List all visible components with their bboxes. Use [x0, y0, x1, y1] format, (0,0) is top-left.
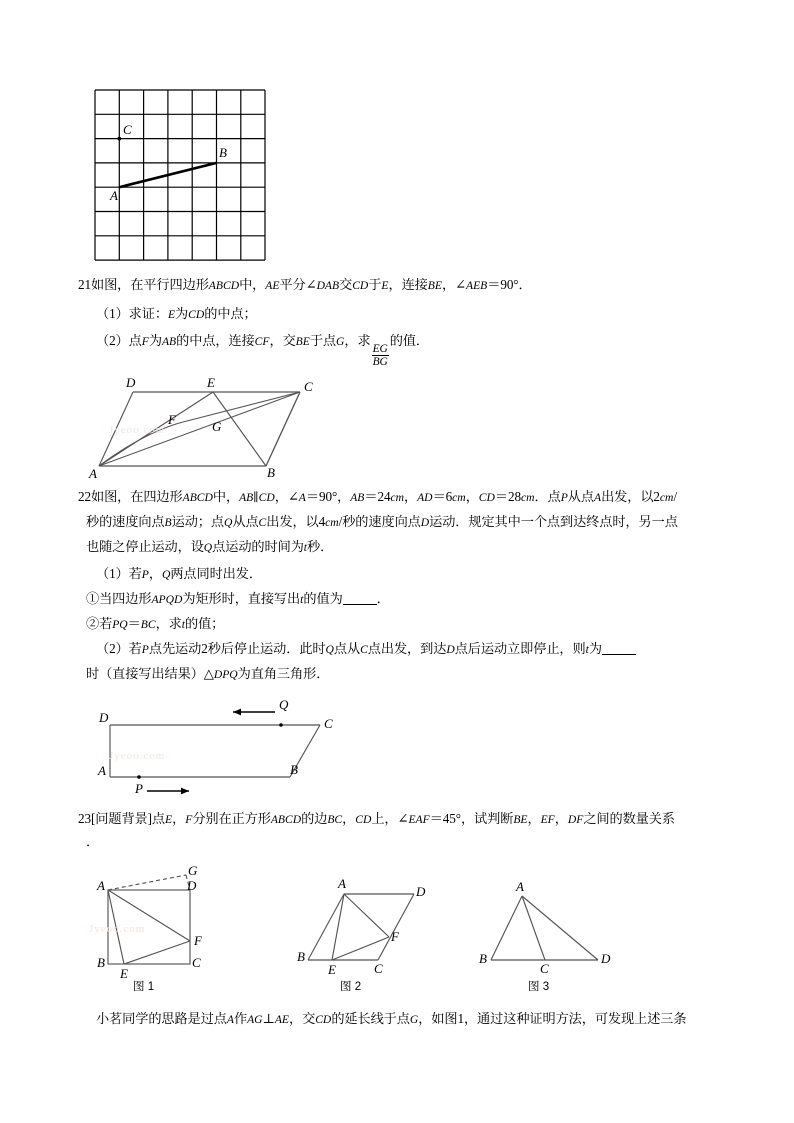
- answer-blank-1[interactable]: [343, 604, 377, 605]
- f3-label-C: C: [540, 961, 549, 976]
- q22-stem-line3: 也随之停止运动，设Q点运动的时间为t秒．: [86, 539, 334, 554]
- triangle-figure-3: [456, 866, 636, 994]
- q23-stem: 23[问题背景]点E，F分别在正方形ABCD的边BC，CD上，∠EAF＝45°，试判断BE，EF，DF之间的数量关系: [78, 811, 675, 826]
- trap-label-Q: Q: [279, 697, 289, 712]
- f2-label-D: D: [416, 884, 426, 899]
- parallelogram-figure: [85, 374, 385, 479]
- watermark: Jyeoo.com: [109, 424, 166, 436]
- f2-label-E: E: [328, 962, 336, 977]
- trapezoid-figure: [85, 695, 385, 795]
- f1-label-D: D: [187, 878, 197, 893]
- trap-label-P: P: [135, 781, 143, 795]
- q22-part1: （1）若P，Q两点同时出发．: [96, 566, 262, 581]
- par-label-G: G: [212, 419, 222, 434]
- par-label-B: B: [267, 465, 275, 479]
- q22-stem-line2: 秒的速度向点B运动；点Q从点C出发，以4cm/秒的速度向点D运动．规定其中一个点到达终点时，另一点: [86, 514, 678, 529]
- q22-part2: （2）若P点先运动2秒后停止运动．此时Q点从C点出发，到达D点后运动立即停止，则t为: [78, 636, 756, 662]
- q22-part1-i: ①当四边形APQD为矩形时，直接写出t的值为 ．: [86, 591, 390, 606]
- f1-label-F: F: [194, 933, 202, 948]
- par-label-D: D: [126, 375, 136, 390]
- f1-label-E: E: [120, 966, 128, 981]
- f1-label-G: G: [188, 866, 198, 878]
- f2-label-F: F: [391, 929, 399, 944]
- f2-label-A: A: [338, 876, 346, 891]
- q22-part1-ii: ②若PQ＝BC，求t的值；: [86, 616, 225, 631]
- q23-stem-line2: ．: [86, 834, 100, 849]
- f1-caption: 图 1: [133, 981, 155, 993]
- q21-number: 21: [78, 277, 91, 292]
- q23-footer: 小茗同学的思路是过点A作AG⊥AE，交CD的延长线于点G，如图1，通过这种证明方法，可发现上述三条: [96, 1011, 687, 1026]
- q22-part2-line2: 时（直接写出结果）△DPQ为直角三角形．: [86, 666, 330, 681]
- f3-label-A: A: [516, 879, 524, 894]
- grid-label-C: C: [123, 122, 132, 137]
- par-label-E: E: [207, 375, 215, 390]
- answer-blank-2[interactable]: [602, 654, 636, 655]
- grid-label-B: B: [219, 145, 227, 160]
- fraction-eg-bg: $\frac{EG}{BG}$: [372, 343, 388, 369]
- grid-label-A: A: [110, 188, 118, 203]
- grid-figure: [93, 88, 268, 264]
- f2-caption: 图 2: [340, 981, 362, 993]
- watermark: Jyeoo.com: [109, 750, 166, 762]
- par-label-A: A: [89, 466, 97, 479]
- trap-label-B: B: [290, 762, 298, 777]
- f1-label-B: B: [97, 955, 105, 970]
- trap-label-C: C: [324, 716, 333, 731]
- q22-stem: 22如图，在四边形ABCD中，AB∥CD，∠A＝90°，AB＝24cm，AD＝6cm，CD＝28cm．点P从点A出发，以2cm/: [78, 489, 678, 504]
- f3-caption: 图 3: [528, 981, 550, 993]
- f1-label-C: C: [192, 955, 201, 970]
- par-label-C: C: [304, 379, 313, 394]
- f3-label-B: B: [479, 951, 487, 966]
- f2-label-B: B: [297, 949, 305, 964]
- f2-label-C: C: [374, 961, 383, 976]
- q22-number: 22: [78, 489, 91, 504]
- f3-label-D: D: [601, 951, 611, 966]
- square-figure-1: [86, 866, 286, 994]
- trap-label-D: D: [99, 710, 109, 725]
- trap-label-A: A: [98, 763, 106, 778]
- q21-stem: 21如图，在平行四边形ABCD中，AE平分∠DAB交CD于E，连接BE，∠AEB＝90°．: [78, 277, 532, 292]
- watermark: Jyeoo.com: [89, 923, 146, 935]
- q21-part1: （1）求证：E为CD的中点；: [96, 306, 257, 321]
- q23-number: 23: [78, 811, 91, 826]
- f1-label-A: A: [97, 878, 105, 893]
- par-label-F: F: [168, 412, 176, 427]
- parallelogram-figure-2: [296, 866, 476, 994]
- q21-part2: （2）点F为AB的中点，连接CF，交BE于点G，求 $\frac{EG}{BG}$ 的值．: [96, 333, 429, 369]
